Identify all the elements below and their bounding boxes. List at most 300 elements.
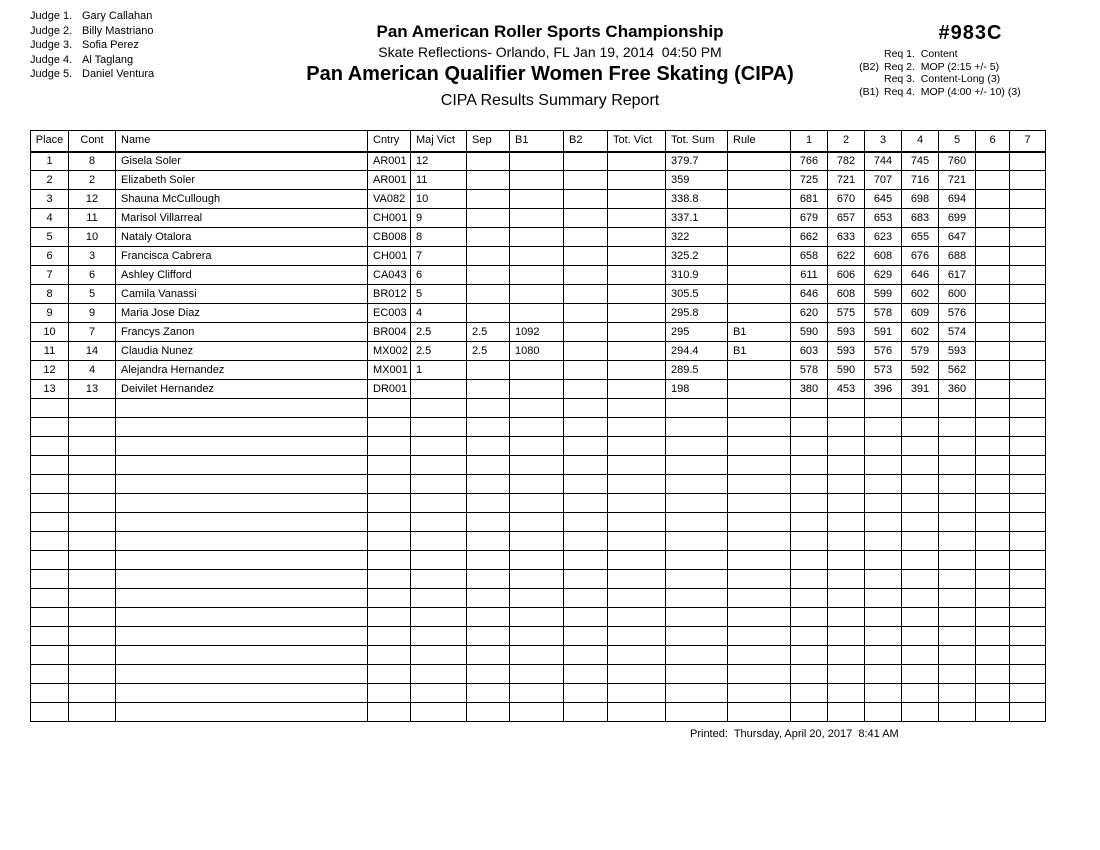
table-cell <box>666 570 728 589</box>
table-cell <box>31 494 69 513</box>
table-cell <box>31 456 69 475</box>
table-cell <box>467 304 510 323</box>
table-cell <box>976 551 1010 570</box>
table-cell <box>116 646 368 665</box>
table-cell: 8 <box>31 285 69 304</box>
table-cell <box>666 589 728 608</box>
table-cell <box>976 247 1010 266</box>
table-cell <box>902 475 939 494</box>
table-cell: 592 <box>902 361 939 380</box>
table-cell: Gisela Soler <box>116 152 368 171</box>
table-row <box>31 152 1046 171</box>
table-cell: B1 <box>728 323 791 342</box>
table-cell <box>467 551 510 570</box>
table-cell: 602 <box>902 285 939 304</box>
table-cell <box>728 513 791 532</box>
table-cell <box>116 494 368 513</box>
table-cell: 12 <box>411 152 467 171</box>
table-cell <box>31 513 69 532</box>
table-cell <box>564 494 608 513</box>
table-cell: 574 <box>939 323 976 342</box>
table-cell <box>510 380 564 399</box>
table-cell: 699 <box>939 209 976 228</box>
table-cell <box>116 551 368 570</box>
table-cell <box>368 475 411 494</box>
table-cell: 4 <box>69 361 116 380</box>
table-cell <box>467 475 510 494</box>
table-cell: Maria Jose Diaz <box>116 304 368 323</box>
table-cell <box>728 418 791 437</box>
table-cell <box>467 627 510 646</box>
table-row <box>31 266 1046 285</box>
table-cell <box>666 684 728 703</box>
table-cell <box>791 437 828 456</box>
table-cell <box>467 171 510 190</box>
table-cell <box>368 665 411 684</box>
table-cell <box>828 589 865 608</box>
table-cell <box>939 627 976 646</box>
table-cell <box>939 399 976 418</box>
table-cell: 6 <box>31 247 69 266</box>
judge-label: Judge 2. <box>30 24 73 37</box>
table-cell: 590 <box>791 323 828 342</box>
judge-row <box>30 53 154 68</box>
requirement-prefix <box>853 48 879 61</box>
table-row <box>31 304 1046 323</box>
table-cell <box>116 475 368 494</box>
table-cell <box>976 627 1010 646</box>
table-cell <box>1010 171 1046 190</box>
table-cell <box>608 551 666 570</box>
table-cell: 721 <box>828 171 865 190</box>
table-cell <box>31 399 69 418</box>
table-cell <box>865 475 902 494</box>
table-cell: CA043 <box>368 266 411 285</box>
table-cell: 600 <box>939 285 976 304</box>
table-cell <box>564 589 608 608</box>
judge-name: Sofia Perez <box>82 39 139 51</box>
table-cell <box>368 589 411 608</box>
table-cell <box>411 608 467 627</box>
column-header: 6 <box>976 131 1010 152</box>
table-cell: 576 <box>939 304 976 323</box>
table-cell: 688 <box>939 247 976 266</box>
table-cell <box>791 703 828 722</box>
table-cell <box>31 627 69 646</box>
table-cell <box>1010 190 1046 209</box>
judge-name: Gary Callahan <box>82 10 153 22</box>
requirement-text: Req 3. Content-Long (3) <box>884 73 1001 85</box>
table-cell <box>564 380 608 399</box>
table-cell: 721 <box>939 171 976 190</box>
table-cell <box>31 703 69 722</box>
table-cell: AR001 <box>368 171 411 190</box>
table-cell <box>939 475 976 494</box>
table-cell <box>791 494 828 513</box>
table-cell <box>510 152 564 171</box>
table-cell <box>1010 342 1046 361</box>
table-cell <box>564 646 608 665</box>
judge-label: Judge 3. <box>30 39 73 51</box>
results-table <box>30 130 1046 722</box>
table-cell <box>69 684 116 703</box>
table-cell <box>467 608 510 627</box>
judge-row <box>30 38 154 53</box>
table-cell <box>368 437 411 456</box>
table-cell <box>608 247 666 266</box>
table-cell <box>116 399 368 418</box>
table-cell: 576 <box>865 342 902 361</box>
table-cell <box>976 399 1010 418</box>
table-cell <box>69 437 116 456</box>
table-cell <box>828 570 865 589</box>
table-cell <box>791 399 828 418</box>
table-cell <box>510 589 564 608</box>
table-cell <box>608 589 666 608</box>
table-cell <box>976 684 1010 703</box>
table-cell <box>865 646 902 665</box>
table-cell <box>510 532 564 551</box>
table-cell: 11 <box>31 342 69 361</box>
table-row <box>31 171 1046 190</box>
table-cell <box>31 437 69 456</box>
table-cell: 6 <box>69 266 116 285</box>
table-cell <box>510 304 564 323</box>
table-cell <box>791 418 828 437</box>
table-cell <box>666 475 728 494</box>
requirements-list <box>853 48 1048 98</box>
table-cell: 295 <box>666 323 728 342</box>
table-cell <box>728 285 791 304</box>
table-cell: 662 <box>791 228 828 247</box>
requirement-prefix <box>853 73 879 86</box>
table-cell <box>865 551 902 570</box>
table-cell <box>510 285 564 304</box>
table-cell: 2 <box>31 171 69 190</box>
table-cell <box>467 437 510 456</box>
table-cell: 599 <box>865 285 902 304</box>
table-cell: 591 <box>865 323 902 342</box>
empty-row <box>31 418 1046 437</box>
empty-row <box>31 494 1046 513</box>
table-cell <box>564 532 608 551</box>
table-cell: Elizabeth Soler <box>116 171 368 190</box>
table-cell <box>902 437 939 456</box>
table-cell: 7 <box>411 247 467 266</box>
table-cell <box>976 380 1010 399</box>
table-cell <box>902 418 939 437</box>
table-cell <box>902 646 939 665</box>
table-cell <box>865 399 902 418</box>
table-cell <box>69 551 116 570</box>
table-cell <box>902 513 939 532</box>
table-cell <box>1010 627 1046 646</box>
empty-row <box>31 684 1046 703</box>
table-cell <box>939 532 976 551</box>
table-cell: 629 <box>865 266 902 285</box>
table-cell: 623 <box>865 228 902 247</box>
table-cell <box>1010 589 1046 608</box>
table-cell <box>411 665 467 684</box>
table-cell <box>411 532 467 551</box>
table-cell <box>31 475 69 494</box>
column-header: Tot. Vict <box>608 131 666 152</box>
table-cell: 3 <box>31 190 69 209</box>
table-cell <box>666 551 728 570</box>
table-cell: VA082 <box>368 190 411 209</box>
table-row <box>31 247 1046 266</box>
empty-row <box>31 437 1046 456</box>
table-cell <box>828 513 865 532</box>
table-cell <box>1010 266 1046 285</box>
table-cell <box>467 456 510 475</box>
table-cell <box>69 475 116 494</box>
table-cell <box>976 152 1010 171</box>
table-cell <box>69 399 116 418</box>
table-cell <box>976 418 1010 437</box>
table-cell <box>865 513 902 532</box>
table-cell: 579 <box>902 342 939 361</box>
table-cell <box>1010 247 1046 266</box>
table-cell <box>608 665 666 684</box>
table-cell <box>1010 399 1046 418</box>
table-cell: Claudia Nunez <box>116 342 368 361</box>
table-cell <box>791 475 828 494</box>
table-cell <box>510 437 564 456</box>
report-title: CIPA Results Summary Report <box>440 92 660 109</box>
event-info <box>853 22 1048 98</box>
table-cell <box>1010 513 1046 532</box>
table-cell <box>976 266 1010 285</box>
table-cell <box>608 342 666 361</box>
table-cell: 13 <box>69 380 116 399</box>
table-cell <box>510 608 564 627</box>
table-cell <box>69 532 116 551</box>
table-cell: 1092 <box>510 323 564 342</box>
table-cell <box>865 665 902 684</box>
table-cell <box>116 437 368 456</box>
table-cell <box>467 570 510 589</box>
table-cell <box>902 665 939 684</box>
table-cell <box>1010 152 1046 171</box>
table-cell <box>666 399 728 418</box>
table-cell <box>31 646 69 665</box>
table-cell <box>939 665 976 684</box>
table-cell: Camila Vanassi <box>116 285 368 304</box>
table-cell: 744 <box>865 152 902 171</box>
table-cell <box>608 646 666 665</box>
table-row <box>31 323 1046 342</box>
table-cell <box>608 513 666 532</box>
table-cell <box>510 570 564 589</box>
table-cell <box>939 494 976 513</box>
table-cell: Marisol Villarreal <box>116 209 368 228</box>
event-title: Pan American Qualifier Women Free Skating (CIPA) <box>306 63 794 85</box>
table-cell: 11 <box>69 209 116 228</box>
table-cell <box>1010 304 1046 323</box>
table-cell <box>976 475 1010 494</box>
table-cell: 8 <box>69 152 116 171</box>
table-cell: 338.8 <box>666 190 728 209</box>
table-cell <box>608 494 666 513</box>
table-cell <box>865 494 902 513</box>
table-cell: 9 <box>411 209 467 228</box>
table-cell: 611 <box>791 266 828 285</box>
table-cell <box>666 456 728 475</box>
table-cell <box>828 608 865 627</box>
table-cell: Alejandra Hernandez <box>116 361 368 380</box>
table-cell: 657 <box>828 209 865 228</box>
table-cell: EC003 <box>368 304 411 323</box>
table-cell <box>31 418 69 437</box>
championship-title: Pan American Roller Sports Championship <box>376 22 724 41</box>
table-cell: 608 <box>865 247 902 266</box>
table-cell <box>368 399 411 418</box>
table-cell: 12 <box>31 361 69 380</box>
table-cell <box>368 456 411 475</box>
table-cell <box>902 627 939 646</box>
column-header: Rule <box>728 131 791 152</box>
table-cell: 745 <box>902 152 939 171</box>
table-cell <box>728 589 791 608</box>
table-cell <box>467 190 510 209</box>
column-header: Name <box>116 131 368 152</box>
table-cell <box>564 228 608 247</box>
column-header: Tot. Sum <box>666 131 728 152</box>
table-cell <box>510 646 564 665</box>
table-cell <box>31 532 69 551</box>
table-cell <box>116 513 368 532</box>
judge-row <box>30 67 154 82</box>
table-cell <box>728 380 791 399</box>
table-cell <box>976 665 1010 684</box>
table-cell: B1 <box>728 342 791 361</box>
table-cell: 294.4 <box>666 342 728 361</box>
table-cell: 359 <box>666 171 728 190</box>
table-cell <box>728 570 791 589</box>
table-cell <box>1010 323 1046 342</box>
requirement-text: Req 1. Content <box>884 48 958 60</box>
table-cell <box>564 399 608 418</box>
table-cell <box>1010 646 1046 665</box>
table-cell <box>791 684 828 703</box>
table-cell: 2.5 <box>467 342 510 361</box>
column-header: Maj Vict <box>411 131 467 152</box>
table-cell <box>976 589 1010 608</box>
table-cell <box>116 665 368 684</box>
column-header: 1 <box>791 131 828 152</box>
table-cell <box>791 589 828 608</box>
table-cell <box>1010 551 1046 570</box>
table-cell <box>467 418 510 437</box>
table-cell <box>976 608 1010 627</box>
table-cell <box>666 532 728 551</box>
table-cell: 14 <box>69 342 116 361</box>
table-cell: CH001 <box>368 209 411 228</box>
table-cell <box>510 228 564 247</box>
table-cell <box>467 285 510 304</box>
table-cell <box>368 684 411 703</box>
table-cell <box>728 152 791 171</box>
table-cell <box>902 570 939 589</box>
table-cell <box>791 665 828 684</box>
table-cell <box>608 304 666 323</box>
table-cell: 10 <box>69 228 116 247</box>
table-cell: CB008 <box>368 228 411 247</box>
table-cell <box>608 627 666 646</box>
table-cell: Shauna McCullough <box>116 190 368 209</box>
table-cell <box>31 665 69 684</box>
table-cell: 322 <box>666 228 728 247</box>
table-cell <box>1010 418 1046 437</box>
table-cell <box>467 209 510 228</box>
table-cell <box>728 665 791 684</box>
table-cell: 646 <box>791 285 828 304</box>
table-cell <box>608 570 666 589</box>
table-cell: 10 <box>411 190 467 209</box>
table-cell: 590 <box>828 361 865 380</box>
judge-row <box>30 24 154 39</box>
table-cell <box>564 247 608 266</box>
table-cell <box>976 171 1010 190</box>
table-cell <box>1010 532 1046 551</box>
empty-row <box>31 608 1046 627</box>
table-cell: 7 <box>31 266 69 285</box>
table-cell <box>728 684 791 703</box>
table-cell <box>1010 380 1046 399</box>
table-cell <box>31 684 69 703</box>
table-cell: 1080 <box>510 342 564 361</box>
table-cell <box>411 589 467 608</box>
table-cell <box>31 589 69 608</box>
table-cell <box>467 513 510 532</box>
table-cell <box>728 171 791 190</box>
table-cell <box>116 456 368 475</box>
table-cell: 5 <box>31 228 69 247</box>
empty-row <box>31 665 1046 684</box>
table-cell <box>564 456 608 475</box>
table-cell <box>69 608 116 627</box>
table-cell <box>467 589 510 608</box>
table-cell <box>467 532 510 551</box>
table-cell <box>69 665 116 684</box>
table-cell <box>1010 437 1046 456</box>
table-cell <box>608 228 666 247</box>
table-cell: 391 <box>902 380 939 399</box>
table-cell <box>510 551 564 570</box>
table-cell <box>939 608 976 627</box>
table-cell <box>1010 361 1046 380</box>
table-cell: DR001 <box>368 380 411 399</box>
column-header: Sep <box>467 131 510 152</box>
table-cell: 562 <box>939 361 976 380</box>
table-cell <box>564 551 608 570</box>
table-cell <box>608 152 666 171</box>
table-cell <box>791 570 828 589</box>
table-cell <box>31 608 69 627</box>
table-cell <box>828 551 865 570</box>
table-cell <box>939 551 976 570</box>
judge-label: Judge 4. <box>30 53 73 66</box>
table-cell <box>467 228 510 247</box>
table-cell <box>976 228 1010 247</box>
table-cell: 2.5 <box>467 323 510 342</box>
table-cell <box>791 532 828 551</box>
table-cell <box>791 646 828 665</box>
table-cell <box>828 456 865 475</box>
column-header: B2 <box>564 131 608 152</box>
table-cell <box>976 646 1010 665</box>
